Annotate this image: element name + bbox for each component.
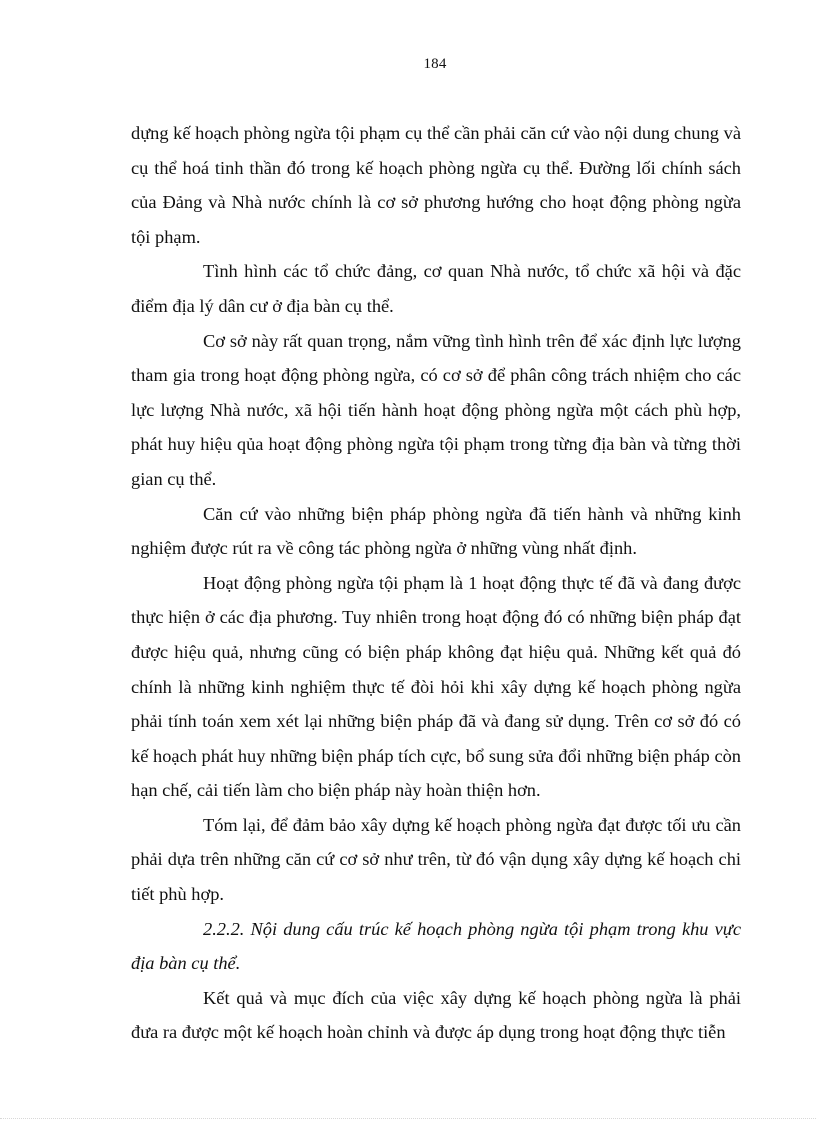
paragraph-situation: Tình hình các tổ chức đảng, cơ quan Nhà nước, tổ chức xã hội và đặc điểm địa lý dân cư ở địa bàn cụ thể. [131,261,741,316]
bottom-divider [0,1118,816,1119]
paragraph-result-purpose: Kết quả và mục đích của việc xây dựng kế hoạch phòng ngừa là phải đưa ra được một kế hoạch hoàn chỉnh và được áp dụng trong hoạt động thực tiễn [131,987,741,1043]
paragraph-experience: Căn cứ vào những biện pháp phòng ngừa đã tiến hành và những kinh nghiệm được rút ra về công tác phòng ngừa ở những vùng nhất định. [131,503,741,559]
section-heading: 2.2.2. Nội dung cấu trúc kế hoạch phòng ngừa tội phạm trong khu vực địa bàn cụ thể. [131,918,741,974]
paragraph-summary: Tóm lại, để đảm bảo xây dựng kế hoạch phòng ngừa đạt được tối ưu cần phải dựa trên những căn cứ cơ sở như trên, từ đó vận dụng xây dựng kế hoạch chi tiết phù hợp. [131,814,741,905]
paragraph-practice: Hoạt động phòng ngừa tội phạm là 1 hoạt động thực tế đã và đang được thực hiện ở các địa phương. Tuy nhiên trong hoạt động đó có những biện pháp đạt được hiệu quả, nhưng cũng có biện pháp không đạt hiệu quả. Những kết quả đó chính là những kinh nghiệm thực tế đòi hỏi khi xây dựng kế hoạch phòng ngừa phải tính toán xem xét lại những biện pháp đã và đang sử dụng. Trên cơ sở đó có kế hoạch phát huy những biện pháp tích cực, bổ sung sửa đổi những biện pháp còn hạn chế, cải tiến làm cho biện pháp này hoàn thiện hơn. [131,572,741,801]
document-body [131,116,741,1050]
paragraph-importance: Cơ sở này rất quan trọng, nắm vững tình hình trên để xác định lực lượng tham gia trong hoạt động phòng ngừa, có cơ sở để phân công trách nhiệm cho các lực lượng Nhà nước, xã hội tiến hành hoạt động phòng ngừa một cách phù hợp, phát huy hiệu qủa hoạt động phòng ngừa tội phạm trong từng địa bàn và từng thời gian cụ thể. [131,330,741,489]
paragraph-continuation: dựng kế hoạch phòng ngừa tội phạm cụ thể cần phải căn cứ vào nội dung chung và cụ thể hoá tinh thần đó trong kế hoạch phòng ngừa cụ thể. Đường lối chính sách của Đảng và Nhà nước chính là cơ sở phương hướng cho hoạt động phòng ngừa tội phạm. [131,123,741,247]
page-number: 184 [423,56,447,72]
